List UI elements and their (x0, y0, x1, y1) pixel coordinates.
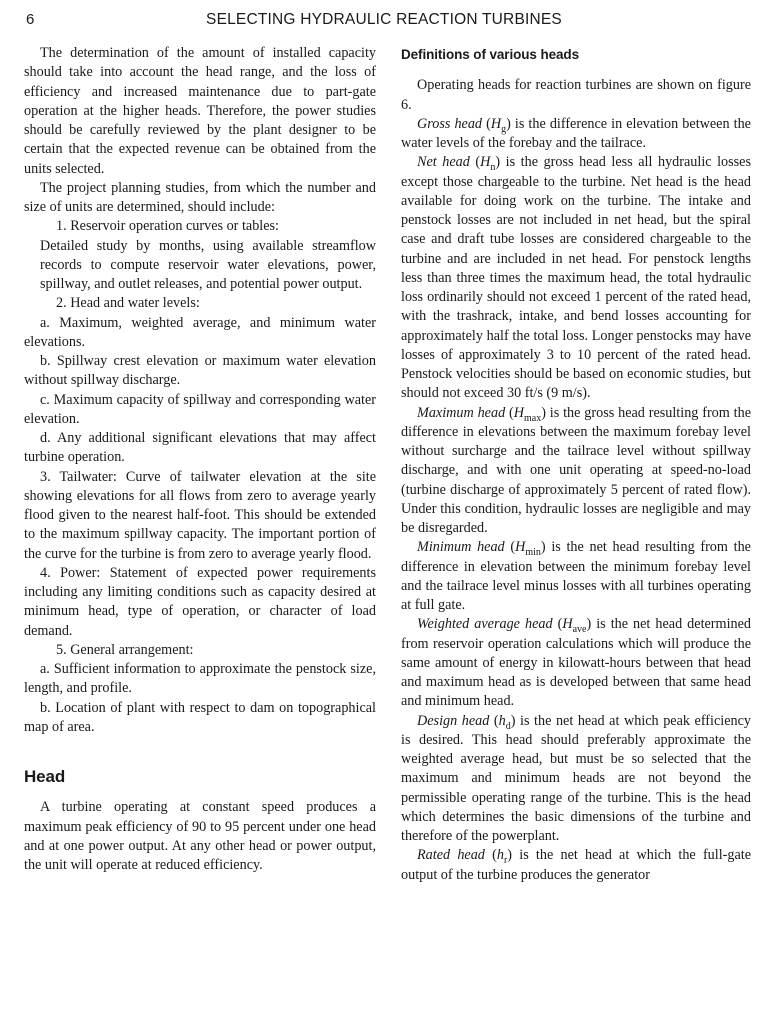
list-item: a. Sufficient information to approximate the penstock size, length, and profile. (24, 661, 376, 697)
symbol: H (513, 404, 524, 421)
paragraph: The project planning studies, from which the number and size of units are determined, should include: (24, 179, 376, 215)
symbol: H (562, 616, 573, 633)
definition-minimum-head: Minimum head $(H_{min})$ is the net head resulting from the difference in elevation between the minimum forebay level and the tailrace level minus losses with all turbines operating at full gate. (401, 539, 751, 613)
term: Minimum head (417, 539, 505, 556)
right-column (401, 44, 751, 885)
term: Gross head (417, 115, 483, 132)
symbol-subscript: n (490, 162, 496, 174)
symbol: H (515, 539, 526, 556)
definition-text: is the difference in elevation between the water levels of the forebay and the tailrace. (401, 115, 751, 151)
term: Design head (417, 712, 490, 729)
list-item: c. Maximum capacity of spillway and corresponding water elevation. (24, 391, 376, 427)
definition-gross-head: Gross head $(H_g)$ is the difference in elevation between the water levels of the forebay and the tailrace. (401, 115, 751, 151)
symbol-subscript: d (505, 720, 511, 732)
running-title: SELECTING HYDRAULIC REACTION TURBINES (206, 11, 562, 28)
left-column (24, 44, 376, 875)
term: Rated head (417, 847, 485, 864)
list-item: Detailed study by months, using available streamflow records to compute reservoir water elevations, power, spillway, and outlet releases, and potential power output. (40, 237, 376, 292)
symbol: h (496, 847, 504, 864)
list-item: d. Any additional significant elevations that may affect turbine operation. (24, 430, 376, 466)
symbol-subscript: r (503, 855, 508, 867)
term: Maximum head (417, 404, 506, 421)
paragraph: A turbine operating at constant speed produces a maximum peak efficiency of 90 to 95 percent under one head and at one power output. At any other head or power output, the unit will operate at reduced efficiency. (24, 799, 376, 873)
symbol: H (490, 115, 502, 132)
definition-text: is the net head resulting from the difference in elevation between the minimum forebay level and the tailrace level minus losses with all turbines operating at full gate. (401, 539, 751, 613)
list-item: 1. Reservoir operation curves or tables: (56, 218, 279, 235)
list-item: b. Spillway crest elevation or maximum water elevation without spillway discharge. (24, 353, 376, 389)
term: Net head (417, 154, 470, 171)
definition-text: is the net head at which the full-gate output of the turbine produces the generator (401, 847, 752, 883)
symbol: h (498, 712, 506, 729)
definition-text: is the gross head less all hydraulic losses except those chargeable to the turbine. Net head is the head available for doing work on the turbine. The intake and penstock losses are not included in net head, but the spiral case and draft tube losses are considered chargeable to the turbine and are included in net head. For penstock lengths less than three times the maximum head, the total hydraulic loss ordinarily should not exceed 1 percent of the rated head, with the trashrack, intake, and bend losses accounting for approximately half the total loss. Longer penstocks may have losses of approximately 3 to 10 percent of the rated head. Penstock velocities should be based on economic studies, but should not exceed 30 ft/s (9 m/s). (401, 154, 752, 402)
definition-text: is the gross head resulting from the difference in elevations between the maximum forebay level without surcharge and the tailrace level without spillway discharge, and with one unit operating at speed-no-load (turbine discharge of approximately 5 percent of rated flow). Under this condition, hydraulic losses are negligible and may be disregarded. (401, 404, 751, 536)
symbol-subscript: g (501, 123, 507, 135)
definition-text: is the net head at which peak efficiency is desired. This head should preferably approximate the weighted average head, but must be so selected that the maximum and minimum heads are not beyond the permissible operating range of the turbine. This is the head which determines the basic dimensions of the turbine and therefore of the powerplant. (401, 712, 751, 844)
paragraph: Operating heads for reaction turbines are shown on figure 6. (401, 77, 751, 113)
symbol: H (480, 154, 491, 171)
section-heading-head: Head (24, 767, 66, 786)
term: Weighted average head (417, 616, 553, 633)
definition-maximum-head: Maximum head $(H_{max})$ is the gross head resulting from the difference in elevations between the maximum forebay level without surcharge and the tailrace level without spillway discharge, and with one unit operating at speed-no-load (turbine discharge of approximately 5 percent of rated flow). Under this condition, hydraulic losses are negligible and may be disregarded. (401, 404, 751, 536)
list-item: 4. Power: Statement of expected power requirements including any limiting conditions such as capacity desired at minimum head, type of operation, or character of load demand. (24, 564, 376, 639)
definition-design-head: Design head $(h_d)$ is the net head at which peak efficiency is desired. This head should preferably approximate the weighted average head, but must be so selected that the maximum and minimum heads are not beyond the permissible operating range of the turbine. This is the head which determines the basic dimensions of the turbine and therefore of the powerplant. (401, 712, 751, 844)
paragraph: The determination of the amount of installed capacity should take into account the head range, and the loss of efficiency and increased maintenance due to part-gate operation at the higher heads. Therefore, the power studies should be carefully reviewed by the plant designer to be certain that the expected revenue can be obtained from the units selected. (24, 45, 376, 177)
list-item: b. Location of plant with respect to dam on topographical map of area. (24, 699, 376, 735)
list-item: 5. General arrangement: (56, 641, 194, 658)
page-number: 6 (26, 11, 35, 28)
symbol-subscript: max (524, 412, 542, 424)
section-heading-definitions: Definitions of various heads (401, 47, 579, 62)
symbol-subscript: min (525, 547, 541, 559)
page-header (20, 9, 748, 35)
symbol-subscript: ave (572, 624, 587, 636)
list-item: 2. Head and water levels: (56, 295, 200, 312)
list-item: a. Maximum, weighted average, and minimum water elevations. (24, 314, 376, 350)
definition-rated-head: Rated head $(h_r)$ is the net head at which the full-gate output of the turbine produces the generator (401, 847, 752, 883)
definition-weighted-average-head: Weighted average head $(H_{ave})$ is the net head determined from reservoir operation calculations which will produce the same amount of energy in kilowatt-hours between that head and maximum head as is developed between that same head and minimum head. (401, 616, 751, 710)
list-item: 3. Tailwater: Curve of tailwater elevation at the site showing elevations for all flows from zero to average yearly flood given to the nearest half-foot. This should be extended to the maximum spillway capacity. The important portion of the curve for the turbine is from zero to average yearly flood. (24, 468, 376, 562)
definition-net-head: Net head $(H_n)$ is the gross head less all hydraulic losses except those chargeable to the turbine. Net head is the head available for doing work on the turbine. The intake and penstock losses are not included in net head, but the spiral case and draft tube losses are considered chargeable to the turbine and are included in net head. For penstock lengths less than three times the maximum head, the total hydraulic loss ordinarily should not exceed 1 percent of the rated head, with the trashrack, intake, and bend losses accounting for approximately half the total loss. Longer penstocks may have losses of approximately 3 to 10 percent of the rated head. Penstock velocities should be based on economic studies, but should not exceed 30 ft/s (9 m/s). (401, 154, 752, 402)
definition-text: is the net head determined from reservoir operation calculations which will produce the same amount of energy in kilowatt-hours between that head and maximum head as is developed between that same head and minimum head. (401, 616, 751, 710)
